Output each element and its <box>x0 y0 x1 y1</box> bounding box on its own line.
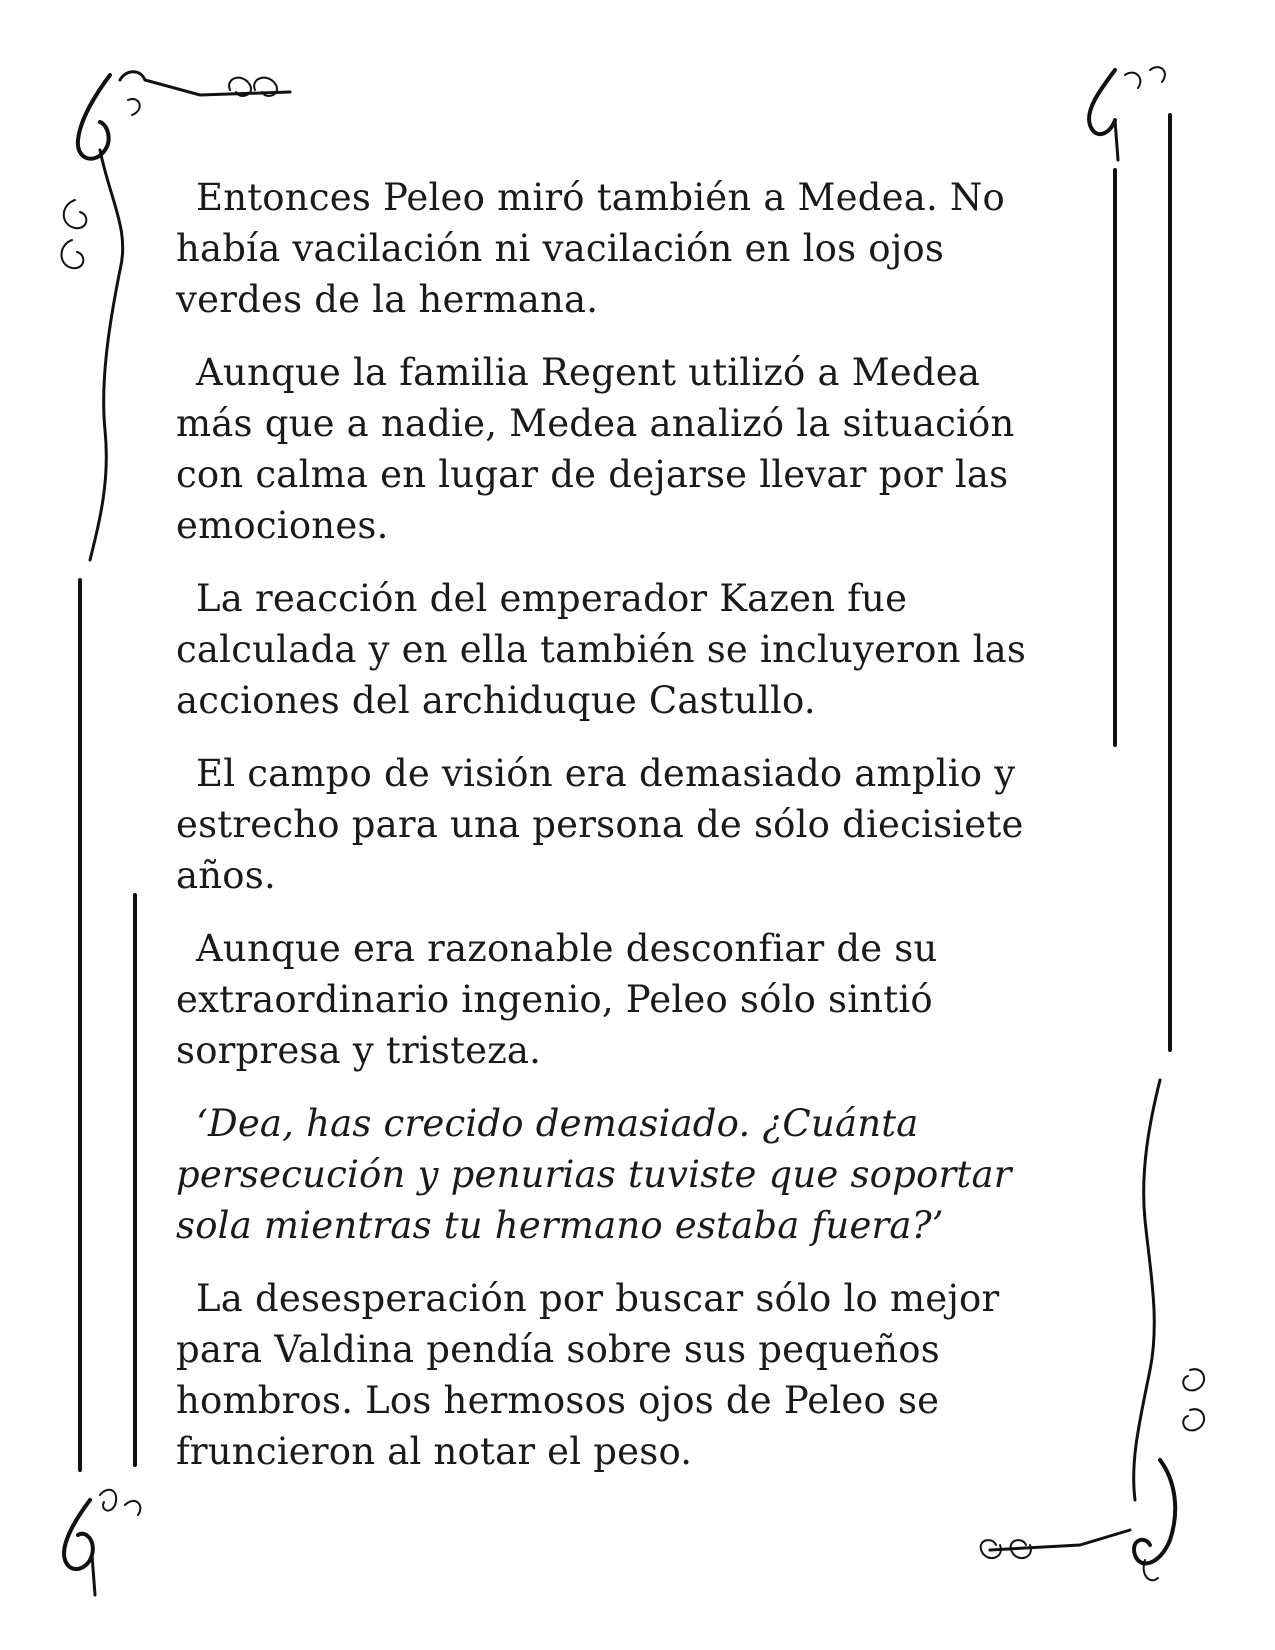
paragraph: El campo de visión era demasiado amplio y estrecho para una persona de sólo diecisiete años. <box>176 752 1024 897</box>
paragraph: La desesperación por buscar sólo lo mejor para Valdina pendía sobre sus pequeños hombros. Los hermosos ojos de Peleo se fruncieron al notar el peso. <box>176 1277 1000 1473</box>
paragraph: Entonces Peleo miró también a Medea. No había vacilación ni vacilación en los ojos verdes de la hermana. <box>176 176 1005 321</box>
top-right-flourish-icon <box>1089 67 1165 160</box>
text-body <box>176 172 1056 1499</box>
italic-thought-paragraph: ‘Dea, has crecido demasiado. ¿Cuánta persecución y penurias tuviste que soportar sola mientras tu hermano estaba fuera?’ <box>176 1102 1012 1247</box>
paragraph: Aunque la familia Regent utilizó a Medea más que a nadie, Medea analizó la situación con calma en lugar de dejarse llevar por las emociones. <box>176 351 1015 547</box>
bottom-left-flourish-icon <box>64 1490 140 1595</box>
paragraph: La reacción del emperador Kazen fue calculada y en ella también se incluyeron las acciones del archiduque Castullo. <box>176 577 1027 722</box>
paragraph: Aunque era razonable desconfiar de su extraordinario ingenio, Peleo sólo sintió sorpresa y tristeza. <box>176 927 938 1072</box>
